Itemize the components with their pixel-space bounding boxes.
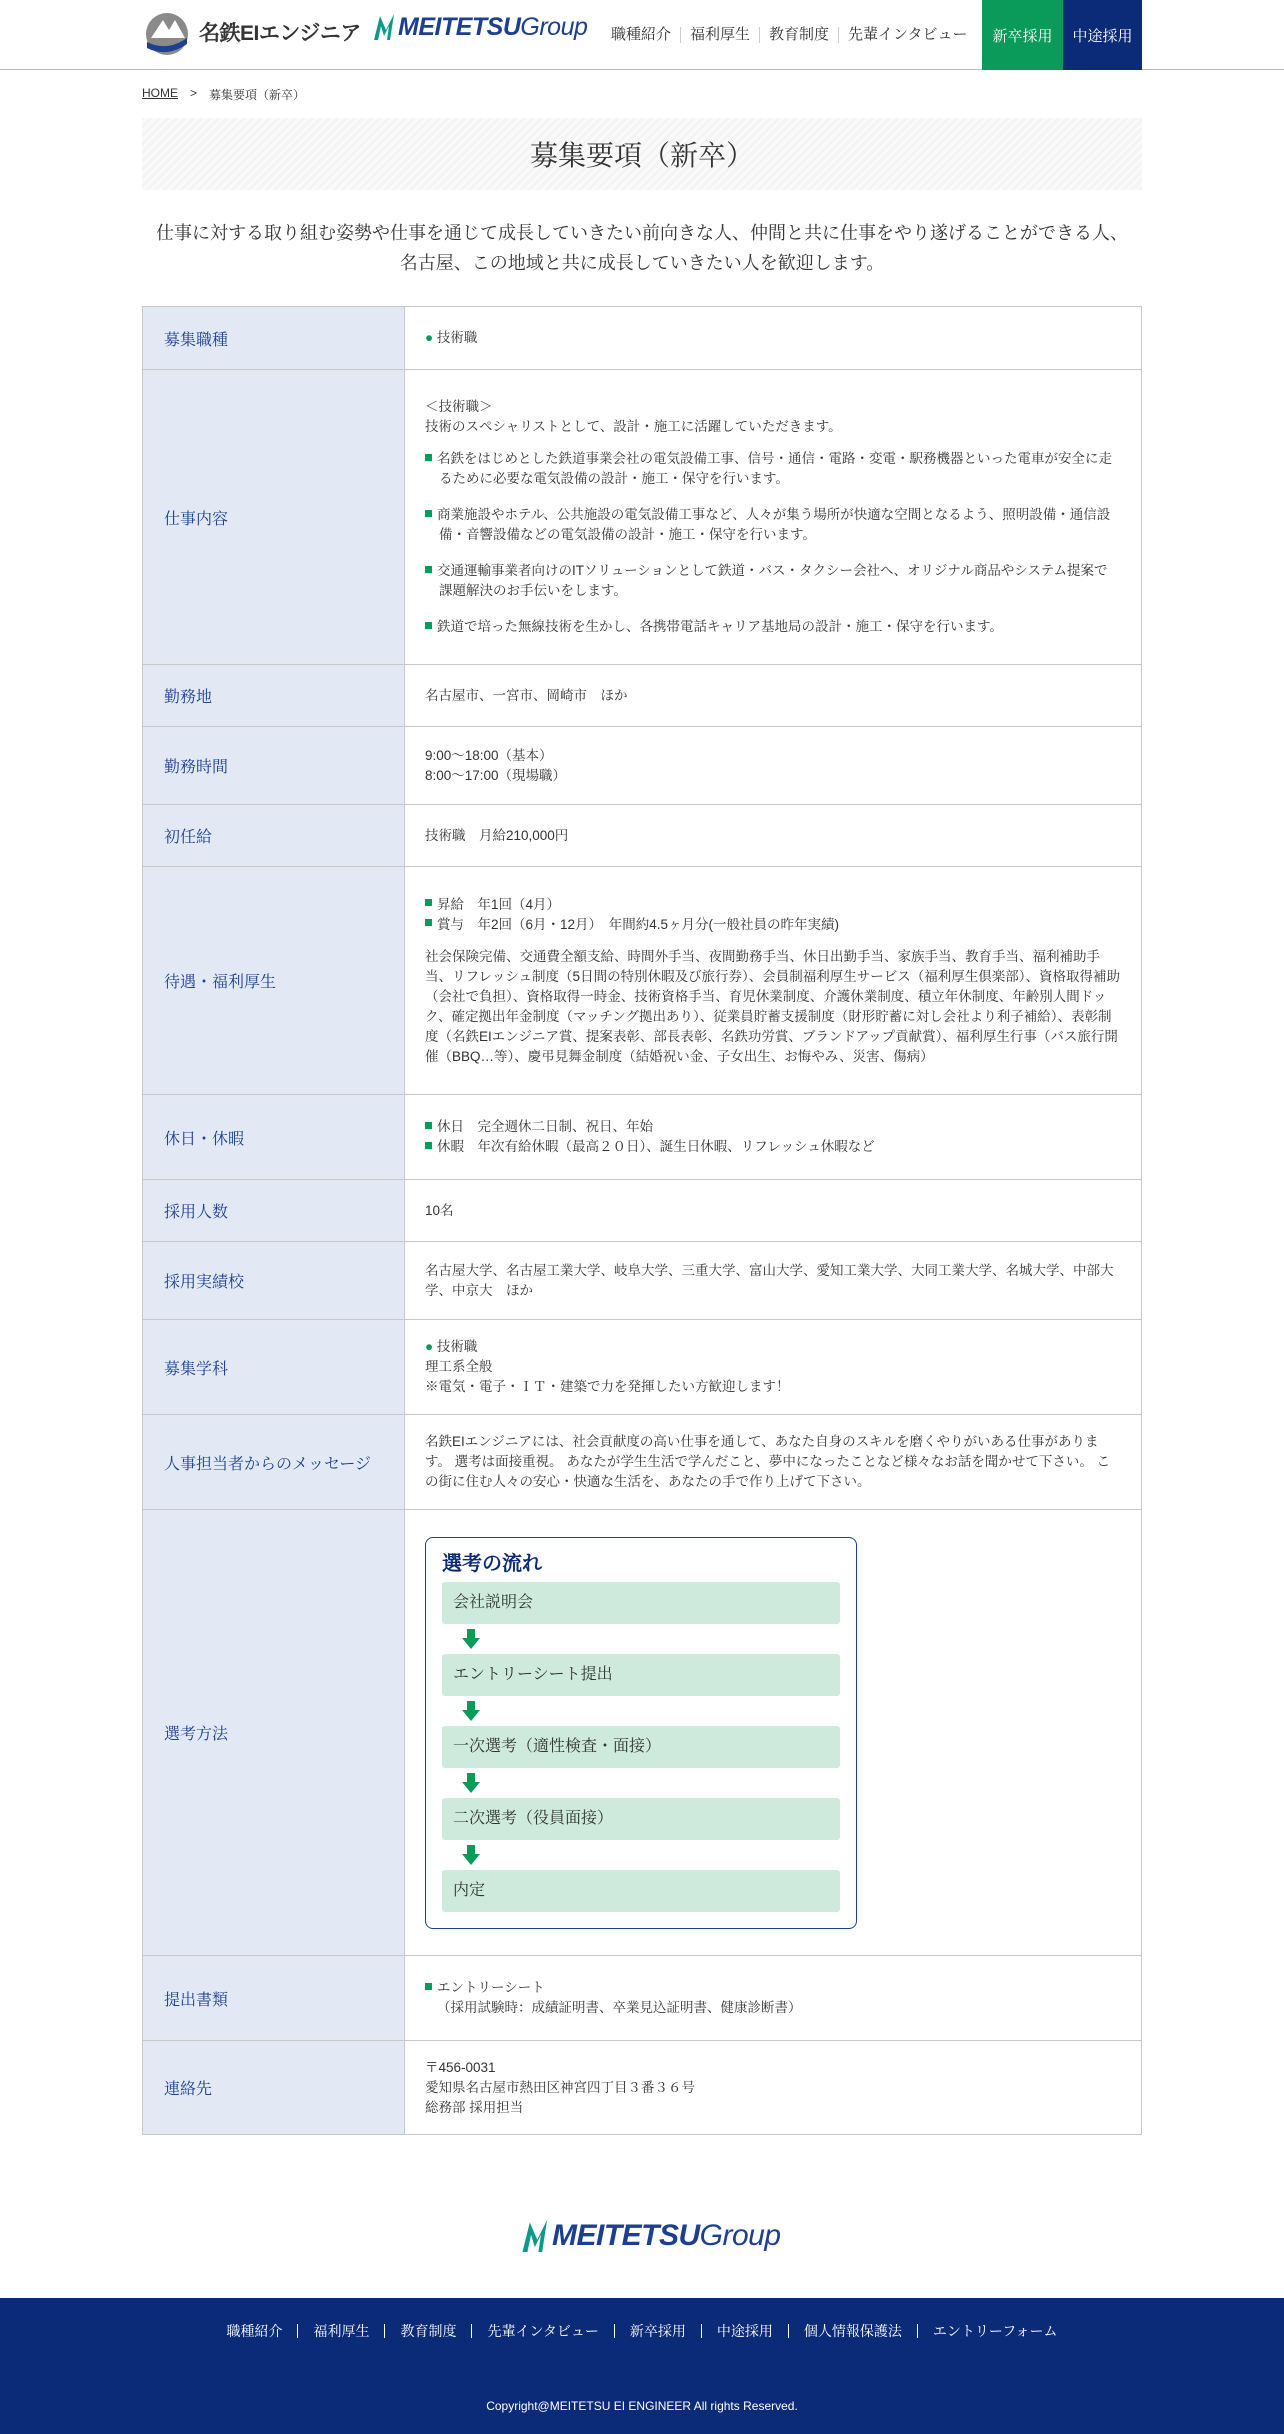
square-bullet-icon <box>425 1122 432 1129</box>
row-header-hires: 採用人数 <box>143 1180 405 1241</box>
row-header-location: 勤務地 <box>143 665 405 726</box>
group-logo-main: MEITETSU <box>398 12 521 41</box>
site-header <box>0 0 1284 70</box>
doc-entry-sheet: エントリーシート <box>437 1980 545 1995</box>
contact-dept: 総務部 採用担当 <box>425 2099 524 2115</box>
location-value: 名古屋市、一宮市、岡崎市 ほか <box>425 687 628 703</box>
footer-link[interactable]: 個人情報保護法 <box>788 2324 917 2338</box>
job-intro-2: 技術のスペシャリストとして、設計・施工に活躍していただきます。 <box>425 419 842 434</box>
company-logo-mark-icon <box>141 8 193 56</box>
contact-address: 愛知県名古屋市熱田区神宮四丁目３番３６号 <box>425 2079 695 2095</box>
nav-interviews[interactable]: 先輩インタビュー <box>838 27 976 43</box>
footer-link[interactable]: 先輩インタビュー <box>471 2324 613 2338</box>
company-logo[interactable] <box>141 8 361 56</box>
row-header-contact: 連絡先 <box>143 2041 405 2134</box>
dept-note: ※電気・電子・ＩＴ・建築で力を発揮したい方歓迎します！ <box>425 1379 790 1394</box>
square-bullet-icon <box>425 919 432 926</box>
hours-basic: 9:00～18:00（基本） <box>425 747 553 763</box>
hr-message: 名鉄EIエンジニアには、社会貢献度の高い仕事を通して、あなた自身のスキルを磨くやりがいある仕事があります。 選考は面接重視。 あなたが学生生活で学んだこと、夢中になったことなど様々なお話を聞かせて下さい。 この街に住む人々の安心・快適な生活を、あなたの手で作り上げて下さい。 <box>425 1434 1111 1489</box>
row-header-job-content: 仕事内容 <box>143 370 405 664</box>
lead-line-1: 仕事に対する取り組む姿勢や仕事を通じて成長していきたい前向きな人、仲間と共に仕事をやり遂げることができる人、 <box>156 223 1128 243</box>
leave-value: 休暇 年次有給休暇（最高２０日）、誕生日休暇、リフレッシュ休暇など <box>437 1139 875 1154</box>
company-logo-text: 名鉄EIエンジニア <box>199 22 361 45</box>
breadcrumb-separator: > <box>190 86 198 100</box>
schools-value: 名古屋大学、名古屋工業大学、岐阜大学、三重大学、富山大学、愛知工業大学、大同工業大学、名城大学、中部大学、中京大 ほか <box>425 1262 1114 1298</box>
selection-flow <box>425 1537 857 1929</box>
lead-line-2: 名古屋、この地域と共に成長していきたい人を歓迎します。 <box>399 253 885 273</box>
salary-value: 技術職 月給210,000円 <box>425 827 569 843</box>
footer-link[interactable]: 中途採用 <box>701 2324 788 2338</box>
position-value: 技術職 <box>436 330 478 345</box>
doc-exam: （採用試験時：成績証明書、卒業見込証明書、健康診断書） <box>437 2000 802 2015</box>
flow-title: 選考の流れ <box>442 1552 542 1575</box>
row-header-schools: 採用実績校 <box>143 1242 405 1319</box>
table-row <box>143 1319 1141 1414</box>
row-header-position: 募集職種 <box>143 307 405 369</box>
list-item: 商業施設やホテル、公共施設の電気設備工事など、人々が集う場所が快適な空間となるよう、照明設備・通信設備・音響設備などの電気設備の設計・施工・保守を行います。 <box>425 505 1121 545</box>
table-row <box>143 1509 1141 1955</box>
list-item: 名鉄をはじめとした鉄道事業会社の電気設備工事、信号・通信・電路・変電・駅務機器といった電車が安全に走るために必要な電気設備の設計・施工・保守を行います。 <box>425 449 1121 489</box>
hires-value: 10名 <box>425 1202 454 1218</box>
new-grad-button[interactable]: 新卒採用 <box>982 0 1063 70</box>
meitetsu-group-logo[interactable] <box>372 12 587 42</box>
table-row <box>143 1094 1141 1179</box>
page-title: 募集要項（新卒） <box>529 140 754 171</box>
list-item: 交通運輸事業者向けのITソリューションとして鉄道・バス・タクシー会社へ、オリジナル商品やシステム提案で課題解決のお手伝いをします。 <box>425 561 1121 601</box>
flow-step: 会社説明会 <box>442 1582 840 1624</box>
table-row <box>143 664 1141 726</box>
square-bullet-icon <box>425 1142 432 1149</box>
flow-step: 一次選考（適性検査・面接） <box>442 1726 840 1768</box>
nav-welfare[interactable]: 福利厚生 <box>680 27 759 43</box>
group-logo-sub: Group <box>520 12 588 41</box>
hours-site: 8:00～17:00（現場職） <box>425 767 567 783</box>
table-row <box>143 307 1141 369</box>
bullet-icon: ● <box>425 330 434 345</box>
breadcrumb <box>142 86 305 103</box>
square-bullet-icon <box>425 622 432 629</box>
table-row <box>143 726 1141 804</box>
footer-nav <box>0 2324 1284 2338</box>
copyright: Copyright@MEITETSU EI ENGINEER All rights Reserved. <box>486 2399 798 2413</box>
row-header-holidays: 休日・休暇 <box>143 1095 405 1179</box>
footer-group-logo[interactable] <box>520 2216 781 2256</box>
meitetsu-m-icon <box>372 12 398 42</box>
square-bullet-icon <box>425 899 432 906</box>
flow-step: エントリーシート提出 <box>442 1654 840 1696</box>
table-row <box>143 2040 1141 2134</box>
row-header-hours: 勤務時間 <box>143 727 405 804</box>
footer-link[interactable]: 職種紹介 <box>226 2323 283 2339</box>
nav-education[interactable]: 教育制度 <box>759 27 838 43</box>
meitetsu-m-icon <box>520 2216 552 2256</box>
footer-link[interactable]: 福利厚生 <box>297 2324 384 2338</box>
contact-zip: 〒456-0031 <box>425 2059 496 2075</box>
table-row <box>143 369 1141 664</box>
breadcrumb-current: 募集要項（新卒） <box>209 88 306 102</box>
footer-logo-sub: Group <box>699 2219 781 2252</box>
footer-logo-main: MEITETSU <box>552 2219 700 2252</box>
table-row <box>143 866 1141 1094</box>
down-arrow-icon <box>442 1840 840 1870</box>
main-nav <box>602 0 976 70</box>
row-header-selection: 選考方法 <box>143 1510 405 1955</box>
nav-job-types[interactable]: 職種紹介 <box>611 26 672 43</box>
table-row <box>143 1241 1141 1319</box>
flow-step: 二次選考（役員面接） <box>442 1798 840 1840</box>
list-item: 鉄道で培った無線技術を生かし、各携帯電話キャリア基地局の設計・施工・保守を行います。 <box>425 617 1121 637</box>
holiday-value: 休日 完全週休二日制、祝日、年始 <box>437 1119 653 1134</box>
lead-text <box>142 218 1142 278</box>
flow-step: 内定 <box>442 1870 840 1912</box>
benefit-raise: 昇給 年1回（4月） <box>437 896 561 912</box>
page-title-band <box>142 118 1142 190</box>
footer-link[interactable]: 教育制度 <box>384 2324 471 2338</box>
row-header-message: 人事担当者からのメッセージ <box>143 1415 405 1509</box>
square-bullet-icon <box>425 510 432 517</box>
square-bullet-icon <box>425 566 432 573</box>
table-row <box>143 1955 1141 2040</box>
site-footer <box>0 2298 1284 2434</box>
requirements-table <box>142 306 1142 2135</box>
down-arrow-icon <box>442 1768 840 1798</box>
row-header-salary: 初任給 <box>143 805 405 866</box>
row-header-documents: 提出書類 <box>143 1956 405 2040</box>
footer-link[interactable]: 新卒採用 <box>614 2324 701 2338</box>
table-row <box>143 1414 1141 1509</box>
job-intro-1: ＜技術職＞ <box>425 399 493 414</box>
footer-link[interactable]: エントリーフォーム <box>917 2324 1073 2338</box>
benefit-bonus: 賞与 年2回（6月・12月） 年間約4.5ヶ月分(一般社員の昨年実績) <box>437 916 840 932</box>
mid-career-button[interactable]: 中途採用 <box>1063 0 1142 70</box>
table-row <box>143 804 1141 866</box>
dept-field: 理工系全般 <box>425 1359 493 1374</box>
row-header-departments: 募集学科 <box>143 1320 405 1414</box>
row-header-benefits: 待遇・福利厚生 <box>143 867 405 1094</box>
breadcrumb-home[interactable]: HOME <box>142 86 178 100</box>
dept-job: 技術職 <box>436 1339 478 1354</box>
down-arrow-icon <box>442 1696 840 1726</box>
table-row <box>143 1179 1141 1241</box>
bullet-icon: ● <box>425 1339 434 1354</box>
benefit-details: 社会保険完備、交通費全額支給、時間外手当、夜間勤務手当、休日出勤手当、家族手当、教育手当、福利補助手当、リフレッシュ制度（5日間の特別休暇及び旅行券）、会員制福利厚生サービス（福利厚生倶楽部）、資格取得補助（会社で負担）、資格取得一時金、技術資格手当、育児休業制度、介護休業制度、積立年休制度、年齢別人間ドック、確定拠出年金制度（マッチング拠出あり）、従業員貯蓄支援制度（財形貯蓄に対し会社より利子補給）、表彰制度（名鉄EIエンジニア賞、提案表彰、部長表彰、名鉄功労賞、ブランドアップ貢献賞）、福利厚生行事（バス旅行開催（BBQ…等）、慶弔見舞金制度（結婚祝い金、子女出生、お悔やみ、災害、傷病） <box>425 948 1121 1064</box>
square-bullet-icon <box>425 454 432 461</box>
down-arrow-icon <box>442 1624 840 1654</box>
square-bullet-icon <box>425 1983 432 1990</box>
